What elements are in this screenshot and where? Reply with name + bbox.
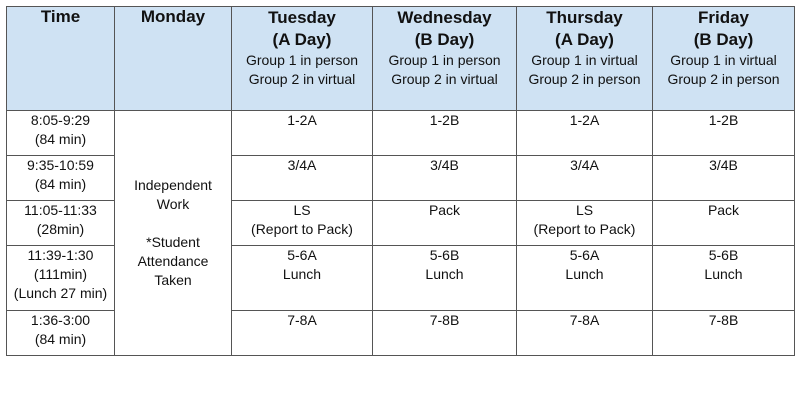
cell-text: 5-6B — [708, 247, 739, 263]
cell-subtext: (Report to Pack) — [251, 221, 353, 237]
schedule-cell — [232, 201, 373, 246]
time-duration: (84 min) — [34, 131, 87, 147]
schedule-cell — [373, 156, 517, 201]
group-line: Group 1 in virtual — [670, 52, 777, 68]
time-cell — [7, 201, 115, 246]
time-cell — [7, 246, 115, 311]
header-time — [7, 7, 115, 111]
header-tuesday — [232, 7, 373, 111]
schedule-cell — [653, 201, 795, 246]
cell-text: 1-2A — [569, 112, 600, 128]
cell-text: Pack — [428, 202, 461, 218]
cell-text: LS — [293, 202, 311, 218]
day-name: Thursday — [546, 8, 623, 27]
table-row — [7, 111, 795, 156]
header-wednesday — [373, 7, 517, 111]
time-range: 11:39-1:30 — [27, 247, 94, 263]
schedule-cell — [232, 156, 373, 201]
monday-note-spacer — [115, 214, 231, 233]
group-line: Group 1 in person — [245, 52, 359, 68]
cell-text: 7-8B — [429, 312, 460, 328]
group-line: Group 2 in virtual — [391, 71, 498, 87]
time-range: 8:05-9:29 — [30, 112, 91, 128]
schedule-cell — [653, 246, 795, 311]
schedule-cell — [373, 246, 517, 311]
cell-text: 3/4A — [287, 157, 317, 173]
day-type: (A Day) — [272, 30, 332, 49]
time-duration: (84 min) — [34, 176, 87, 192]
cell-text: 1-2B — [708, 112, 739, 128]
monday-cell — [115, 111, 232, 356]
cell-text: LS — [575, 202, 594, 218]
cell-subtext: Lunch — [565, 266, 604, 282]
monday-note-line: Independent — [134, 177, 212, 193]
day-name: Wednesday — [397, 8, 492, 27]
time-lunch-note: (Lunch 27 min) — [13, 285, 108, 301]
schedule-cell — [653, 156, 795, 201]
cell-text: 5-6A — [287, 247, 317, 263]
schedule-cell — [232, 111, 373, 156]
cell-text: 3/4B — [709, 157, 738, 173]
cell-text: 5-6A — [569, 247, 600, 263]
monday-note-line: Taken — [154, 272, 192, 288]
cell-subtext: Lunch — [704, 266, 743, 282]
cell-text: 7-8A — [287, 312, 317, 328]
schedule-cell — [517, 156, 653, 201]
cell-subtext: Lunch — [425, 266, 464, 282]
time-duration: (111min) — [33, 266, 88, 282]
group-line: Group 2 in person — [667, 71, 780, 87]
cell-text: 1-2A — [287, 112, 317, 128]
time-cell — [7, 156, 115, 201]
group-line: Group 2 in person — [528, 71, 641, 87]
header-thursday — [517, 7, 653, 111]
cell-text: 3/4B — [430, 157, 459, 173]
time-range: 11:05-11:33 — [24, 202, 97, 218]
schedule-cell — [373, 201, 517, 246]
schedule-cell — [517, 311, 653, 356]
cell-text: 1-2B — [429, 112, 460, 128]
schedule-cell — [373, 311, 517, 356]
header-friday — [653, 7, 795, 111]
day-type: (B Day) — [693, 30, 754, 49]
group-line: Group 2 in virtual — [248, 71, 356, 87]
header-row — [7, 7, 795, 111]
day-type: (A Day) — [555, 30, 614, 49]
time-range: 9:35-10:59 — [27, 157, 94, 173]
time-cell — [7, 111, 115, 156]
time-range: 1:36-3:00 — [30, 312, 91, 328]
schedule-cell — [517, 111, 653, 156]
day-name: Tuesday — [268, 8, 336, 27]
monday-note-line: *Student — [146, 234, 200, 250]
header-time-label: Time — [40, 7, 81, 26]
schedule-cell — [653, 111, 795, 156]
schedule-cell — [653, 311, 795, 356]
schedule-cell — [517, 201, 653, 246]
time-duration: (84 min) — [34, 331, 87, 347]
cell-text: 5-6B — [429, 247, 460, 263]
cell-text: 7-8A — [569, 312, 600, 328]
cell-subtext: (Report to Pack) — [533, 221, 636, 237]
header-monday-label: Monday — [140, 7, 206, 26]
cell-text: Pack — [707, 202, 740, 218]
schedule-cell — [232, 311, 373, 356]
monday-note-line: Attendance — [137, 253, 209, 269]
cell-text: 3/4A — [570, 157, 599, 173]
schedule-table — [6, 6, 795, 356]
monday-note-line: Work — [156, 196, 190, 212]
cell-subtext: Lunch — [282, 266, 322, 282]
time-cell — [7, 311, 115, 356]
header-monday — [115, 7, 232, 111]
cell-text: 7-8B — [708, 312, 739, 328]
schedule-cell — [373, 111, 517, 156]
group-line: Group 1 in virtual — [531, 52, 638, 68]
day-type: (B Day) — [414, 30, 475, 49]
time-duration: (28min) — [36, 221, 85, 237]
group-line: Group 1 in person — [388, 52, 501, 68]
day-name: Friday — [697, 8, 750, 27]
schedule-cell — [232, 246, 373, 311]
schedule-cell — [517, 246, 653, 311]
